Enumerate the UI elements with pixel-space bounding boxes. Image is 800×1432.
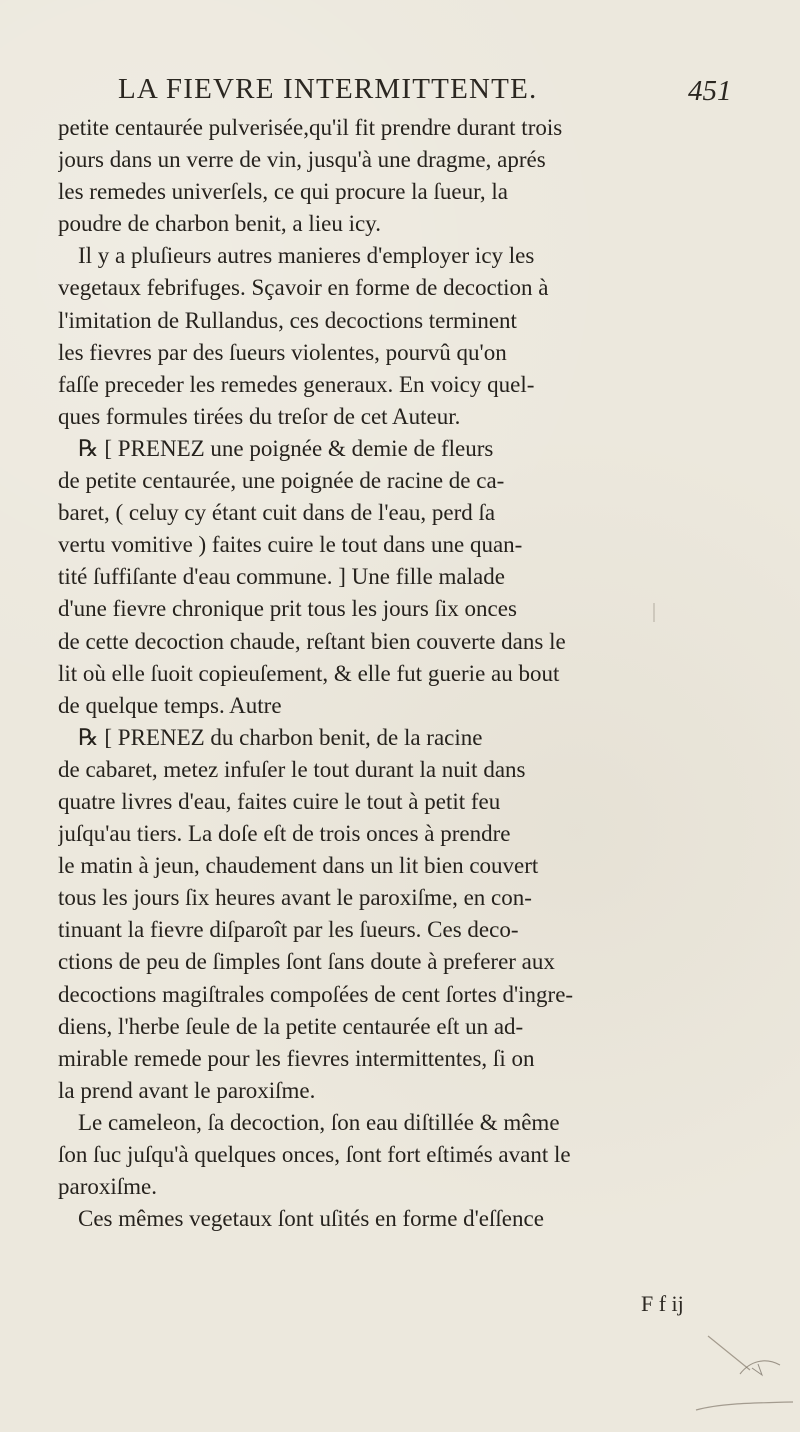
- text-line-9: faſſe preceder les remedes generaux. En voicy quel-: [58, 371, 535, 397]
- text-line-5: Il y a pluſieurs autres manieres d'employer icy les: [78, 243, 535, 269]
- text-line-19: de quelque temps. Autre: [58, 692, 282, 718]
- text-line-24: le matin à jeun, chaudement dans un lit bien couvert: [58, 853, 539, 879]
- text-line-32: Le cameleon, ſa decoction, ſon eau diſtillée & même: [78, 1109, 560, 1135]
- text-line-34: paroxiſme.: [58, 1174, 157, 1200]
- running-head: LA FIEVRE INTERMITTENTE.: [118, 73, 538, 105]
- text-line-17: de cette decoction chaude, reſtant bien couverte dans le: [58, 628, 566, 654]
- text-line-31: la prend avant le paroxiſme.: [58, 1077, 316, 1103]
- text-line-15: tité ſuffiſante d'eau commune. ] Une fille malade: [58, 564, 505, 590]
- text-line-30: mirable remede pour les fievres intermittentes, ſi on: [58, 1045, 535, 1071]
- text-line-8: les fievres par des ſueurs violentes, pourvû qu'on: [58, 339, 507, 365]
- page-number: 451: [688, 75, 732, 107]
- text-line-13: baret, ( celuy cy étant cuit dans de l'eau, perd ſa: [58, 500, 496, 526]
- text-line-1: petite centaurée pulverisée,qu'il fit prendre durant trois: [58, 115, 563, 140]
- text-line-18: lit où elle ſuoit copieuſement, & elle fut guerie au bout: [58, 660, 560, 686]
- text-line-20: ℞ [ PRENEZ du charbon benit, de la racine: [78, 724, 483, 750]
- text-line-2: jours dans un verre de vin, jusqu'à une dragme, aprés: [58, 147, 546, 173]
- text-line-23: juſqu'au tiers. La doſe eſt de trois onces à prendre: [58, 821, 511, 847]
- page-header: [0, 72, 800, 112]
- text-line-28: decoctions magiſtrales compoſées de cent ſortes d'ingre-: [58, 981, 574, 1007]
- text-line-26: tinuant la fievre diſparoît par les ſueurs. Ces deco-: [58, 917, 519, 943]
- text-line-35: Ces mêmes vegetaux ſont uſités en forme d'eſſence: [78, 1206, 544, 1232]
- text-line-12: de petite centaurée, une poignée de racine de ca-: [58, 468, 505, 494]
- text-line-4: poudre de charbon benit, a lieu icy.: [58, 211, 381, 237]
- text-line-16: d'une fievre chronique prit tous les jours ſix onces: [58, 596, 517, 622]
- text-line-27: ctions de peu de ſimples ſont ſans doute à preferer aux: [58, 949, 555, 975]
- corner-scratch-mark: [688, 1330, 800, 1432]
- text-line-6: vegetaux febrifuges. Sçavoir en forme de decoction à: [58, 275, 549, 301]
- signature-line: [0, 1288, 800, 1320]
- text-line-11: ℞ [ PRENEZ une poignée & demie de fleurs: [78, 435, 494, 461]
- text-line-29: diens, l'herbe ſeule de la petite centaurée eſt un ad-: [58, 1013, 524, 1039]
- text-line-14: vertu vomitive ) faites cuire le tout dans une quan-: [58, 532, 523, 558]
- text-line-21: de cabaret, metez infuſer le tout durant la nuit dans: [58, 756, 526, 782]
- text-line-25: tous les jours ſix heures avant le paroxiſme, en con-: [58, 885, 532, 911]
- text-line-22: quatre livres d'eau, faites cuire le tout à petit feu: [58, 788, 501, 814]
- text-line-33: ſon ſuc juſqu'à quelques onces, ſont fort eſtimés avant le: [58, 1142, 571, 1167]
- body-text: [58, 112, 768, 1235]
- text-line-10: ques formules tirées du treſor de cet Auteur.: [58, 403, 461, 429]
- text-line-7: l'imitation de Rullandus, ces decoctions terminent: [58, 307, 517, 333]
- text-line-3: les remedes univerſels, ce qui procure la ſueur, la: [58, 179, 508, 205]
- printer-signature: F f ij: [641, 1291, 684, 1316]
